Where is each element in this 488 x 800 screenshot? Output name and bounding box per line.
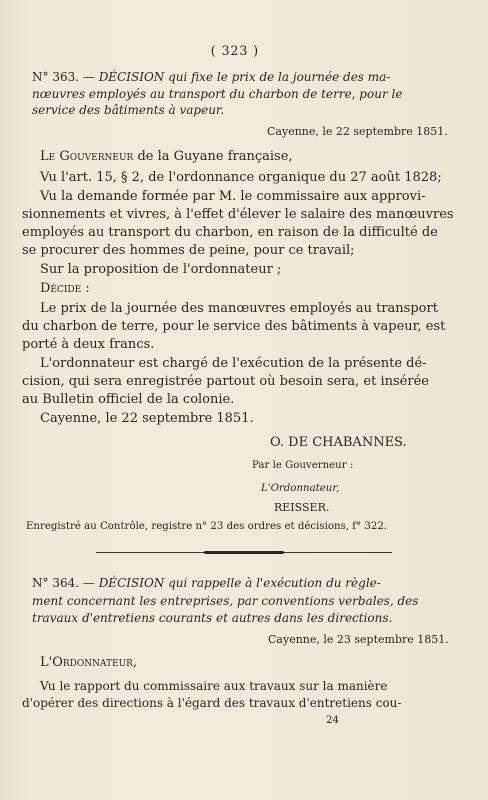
body-line: Le prix de la journée des manœuvres employés au transport: [40, 301, 438, 316]
page-number: ( 323 ): [210, 44, 260, 59]
signature-mark: 24: [326, 715, 339, 726]
decision-363-title-line-1: — DÉCISION qui fixe le prix de la journée des ma-: [82, 70, 391, 84]
decision-363-dateline: Cayenne, le 22 septembre 1851.: [267, 125, 448, 138]
registration-note: Enregistré au Contrôle, registre n° 23 des ordres et décisions, f° 322.: [26, 521, 388, 532]
decision-363-number: N° 363.: [32, 70, 80, 84]
body-line: Vu l'art. 15, § 2, de l'ordonnance organique du 27 août 1828;: [40, 170, 442, 185]
decision-364-title-line-2: ment concernant les entreprises, par conventions verbales, des: [32, 594, 419, 608]
governor-rest: de la Guyane française,: [137, 149, 293, 164]
section-divider: [96, 551, 392, 554]
body-line: Sur la proposition de l'ordonnateur ;: [40, 262, 282, 277]
body-line: L'ordonnateur est chargé de l'exécution de la présente dé-: [40, 356, 427, 371]
ordonnateur-name: REISSER.: [274, 501, 330, 514]
decision-363-governor-line: [40, 150, 293, 163]
body-line: du charbon de terre, pour le service des bâtiments à vapeur, est: [22, 319, 446, 334]
decision-364-number: N° 364.: [32, 576, 80, 590]
ordonnateur-title: L'Ordonnateur,: [261, 483, 340, 494]
governor-label: Le Gouverneur: [40, 149, 134, 164]
decision-364-title-line-3: travaux d'entretiens courants et autres dans les directions.: [32, 611, 393, 625]
body-line: porté à deux francs.: [22, 337, 155, 352]
decide-label: Décide :: [40, 281, 90, 296]
body-line: Vu la demande formée par M. le commissaire aux approvi-: [40, 189, 426, 204]
decision-364-heading-line-1: [32, 577, 381, 589]
decision-363-title-line-3: service des bâtiments à vapeur.: [32, 103, 225, 117]
body-line: sionnements et vivres, à l'effet d'élever le salaire des manœuvres: [22, 207, 454, 222]
par-le-gouverneur: Par le Gouverneur :: [252, 460, 354, 471]
closing-dateline: Cayenne, le 22 septembre 1851.: [40, 411, 254, 426]
decision-364-dateline: Cayenne, le 23 septembre 1851.: [268, 633, 449, 646]
decision-363-title-line-2: nœuvres employés au transport du charbon de terre, pour le: [32, 87, 403, 101]
body-line: cision, qui sera enregistrée partout où besoin sera, et insérée: [22, 374, 429, 389]
decision-364-ordonnateur: L'Ordonnateur,: [40, 655, 138, 670]
decision-363-heading-line-1: [32, 71, 390, 83]
body-line: Vu le rapport du commissaire aux travaux sur la manière: [40, 679, 388, 693]
body-line: se procurer des hommes de peine, pour ce travail;: [22, 243, 355, 258]
body-line: employés au transport du charbon, en raison de la difficulté de: [22, 225, 438, 240]
body-line: d'opérer des directions à l'égard des travaux d'entretiens cou-: [22, 696, 402, 710]
body-line: au Bulletin officiel de la colonie.: [22, 392, 235, 407]
signatory: O. DE CHABANNES.: [270, 435, 407, 450]
decision-364-title-line-1: — DÉCISION qui rappelle à l'exécution du règle-: [82, 576, 381, 590]
